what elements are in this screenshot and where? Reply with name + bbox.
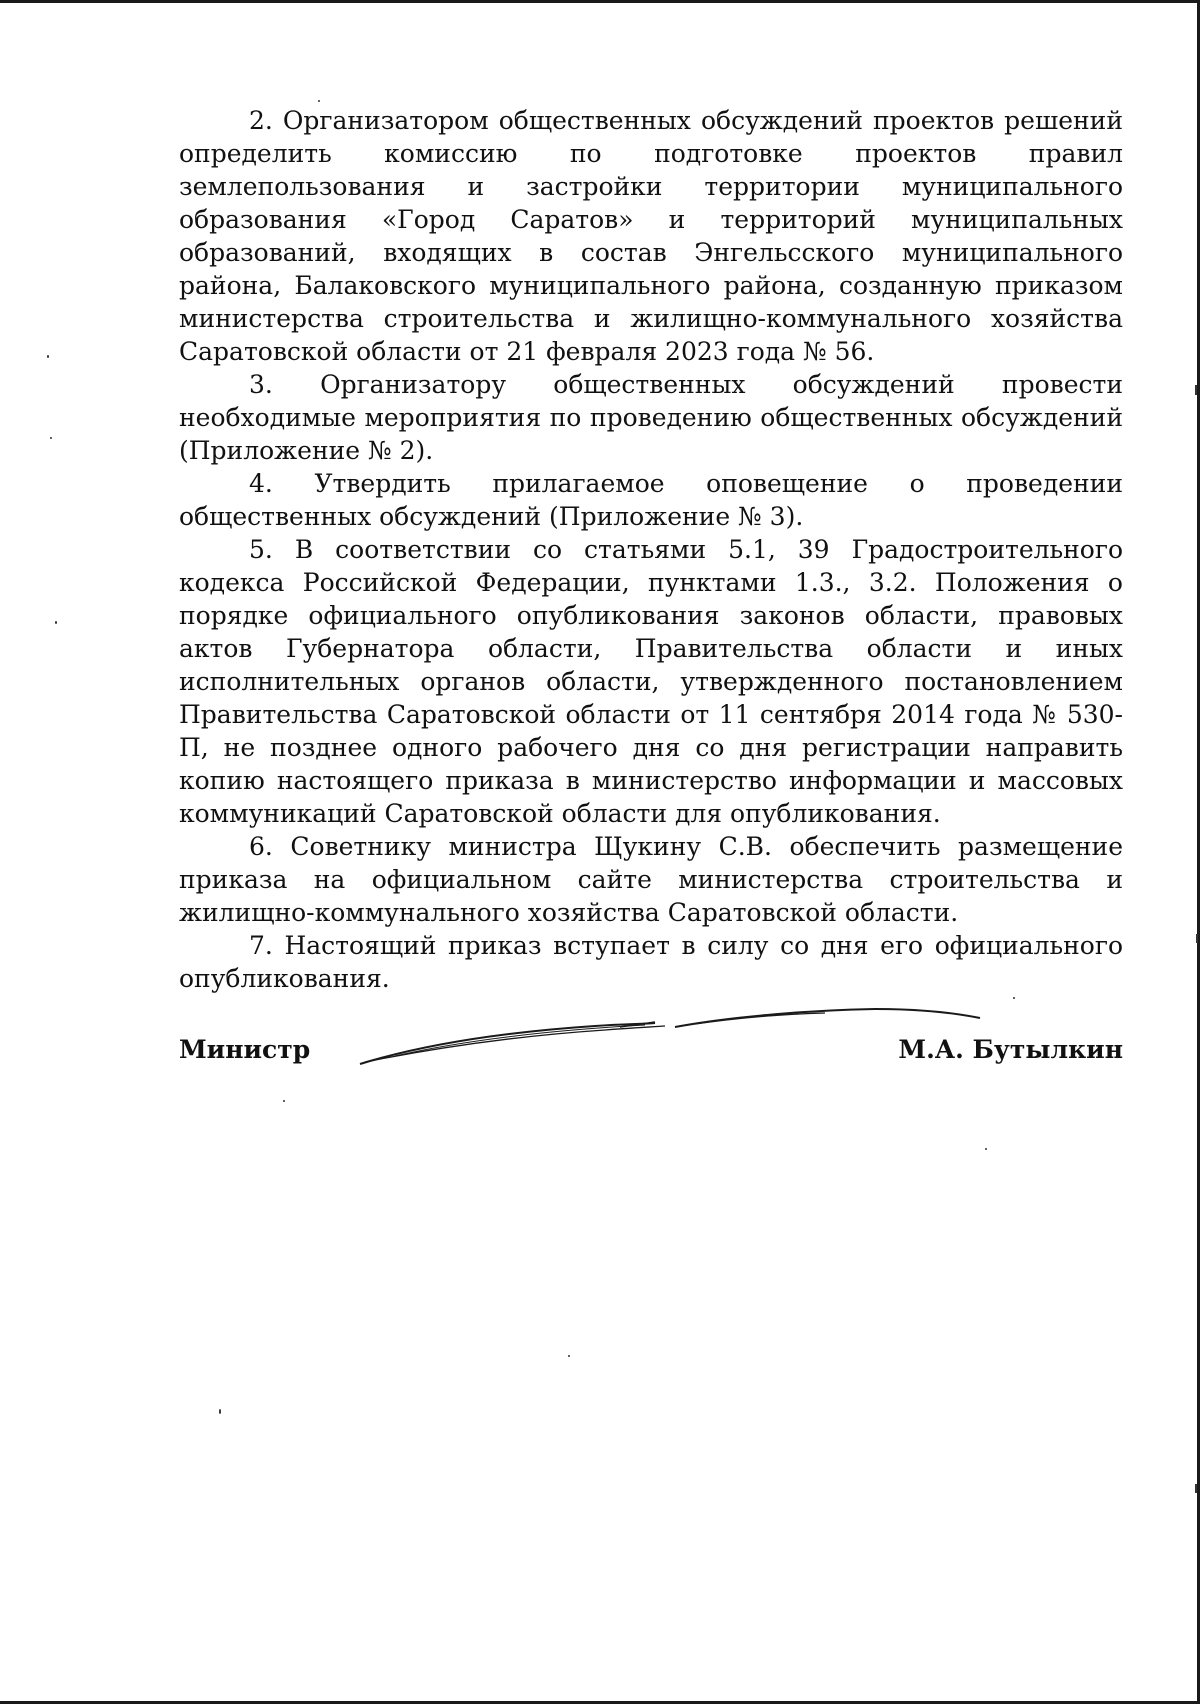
paragraph-4: 4. Утвердить прилагаемое оповещение о проведении общественных обсуждений (Приложение № 3). — [179, 469, 1123, 531]
paragraph-2: 2. Организатором общественных обсуждений проектов решений определить комиссию по подготовке проектов правил землепользования и застройки территории муниципального образования «Город Саратов» и территорий муниципальных образований, входящих в состав Энгельсского муниципального района, Балаковского муниципального района, созданную приказом министерства строительства и жилищно-коммунального хозяйства Саратовской области от 21 февраля 2023 года № 56. — [179, 106, 1123, 366]
scan-speck — [219, 1409, 221, 1414]
scan-speck — [1195, 385, 1197, 395]
paragraph-3: 3. Организатору общественных обсуждений провести необходимые мероприятия по проведению общественных обсуждений (Приложение № 2). — [179, 370, 1123, 465]
paragraph-6: 6. Советнику министра Щукину С.В. обеспечить размещение приказа на официальном сайте министерства строительства и жилищно-коммунального хозяйства Саратовской области. — [179, 832, 1123, 927]
scan-speck — [1195, 1484, 1197, 1493]
scan-speck — [47, 355, 49, 358]
scan-speck — [568, 1355, 570, 1357]
signatory-position: Министр — [179, 1035, 311, 1064]
scan-speck — [55, 621, 57, 624]
signatory-name: М.А. Бутылкин — [898, 1035, 1123, 1064]
paragraph-5: 5. В соответствии со статьями 5.1, 39 Градостроительного кодекса Российской Федерации, пунктами 1.3., 3.2. Положения о порядке официального опубликования законов области, правовых актов Губернатора области, Правительства области и иных исполнительных органов области, утвержденного постановлением Правительства Саратовской области от 11 сентября 2014 года № 530-П, не позднее одного рабочего дня со дня регистрации направить копию настоящего приказа в министерство информации и массовых коммуникаций Саратовской области для опубликования. — [179, 535, 1123, 828]
scan-speck — [283, 1100, 285, 1102]
scan-speck — [318, 100, 320, 102]
scan-speck — [1013, 997, 1015, 999]
signature-block — [179, 1033, 1123, 1073]
scan-speck — [1196, 934, 1198, 943]
scan-speck — [50, 437, 52, 439]
paragraph-7: 7. Настоящий приказ вступает в силу со дня его официального опубликования. — [179, 931, 1123, 993]
document-body — [179, 104, 1123, 995]
scan-speck — [985, 1148, 987, 1150]
